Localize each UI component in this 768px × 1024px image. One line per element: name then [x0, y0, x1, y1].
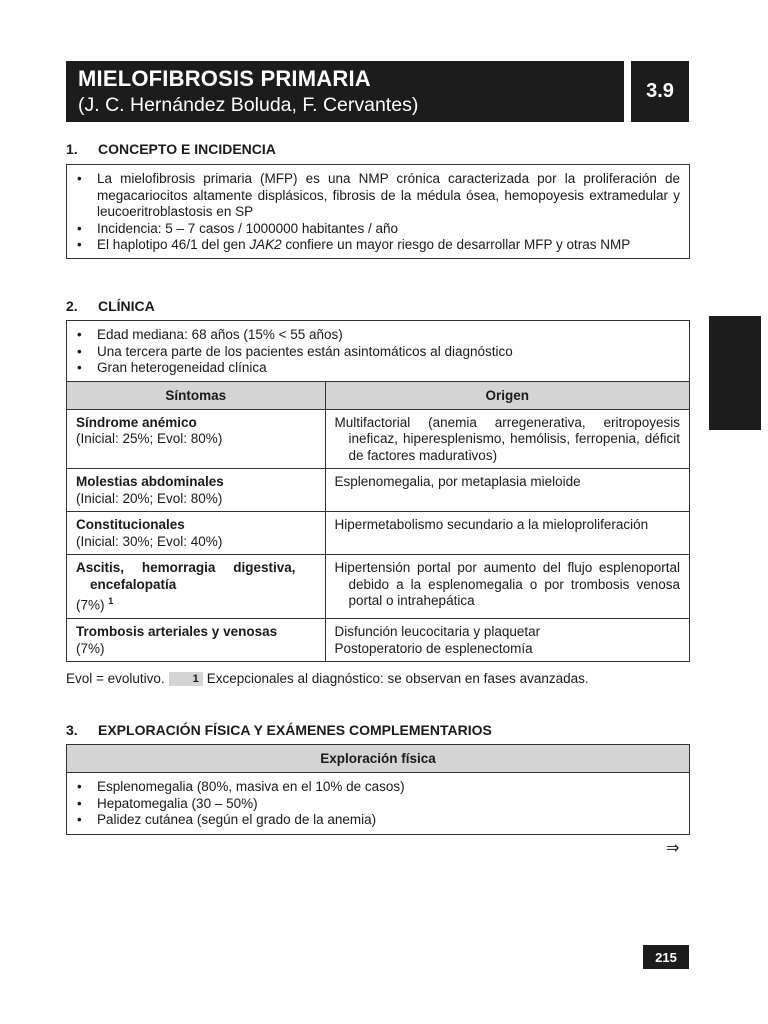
footnote-evol: Evol = evolutivo.	[66, 671, 165, 686]
concept-box	[66, 164, 690, 259]
list-item: • Hepatomegalia (30 – 50%)	[76, 796, 680, 813]
section-1-heading	[66, 141, 276, 157]
symptom-detail: (7%)	[76, 640, 105, 656]
origin-text: Hipertensión portal por aumento del flujo esplenoportal debido a la esplenomegalia o por trombosis venosa portal o intrahepática	[334, 560, 680, 608]
list-item: • Palidez cutánea (según el grado de la anemia)	[76, 812, 680, 829]
symptoms-table	[67, 381, 689, 662]
origin-text: Esplenomegalia, por metaplasia mieloide	[334, 474, 581, 489]
symptom-detail: (Inicial: 30%; Evol: 40%)	[76, 533, 223, 549]
section-2-heading	[66, 298, 155, 314]
section-3-number: 3.	[66, 722, 78, 738]
symptom-name: Constitucionales	[76, 517, 185, 532]
side-thumb-tab	[709, 316, 761, 430]
gene-name: JAK2	[249, 237, 282, 252]
chapter-authors: (J. C. Hernández Boluda, F. Cervantes)	[78, 94, 419, 116]
section-1-number: 1.	[66, 141, 78, 157]
footnote-text: Excepcionales al diagnóstico: se observan en fases avanzadas.	[206, 671, 589, 686]
page-number: 215	[643, 945, 689, 969]
table-header-row	[67, 381, 689, 409]
section-2-number: 2.	[66, 298, 78, 314]
section-2-title: CLÍNICA	[98, 298, 155, 314]
list-item: • Esplenomegalia (80%, masiva en el 10% de casos)	[76, 779, 680, 796]
table-footnote	[66, 671, 589, 686]
origin-text: Postoperatorio de esplenectomía	[334, 640, 533, 656]
list-item: • La mielofibrosis primaria (MFP) es una NMP crónica caracterizada por la proliferación de megacariocitos altamente displásicos, fibrosis de la médula ósea, hemopoyesis extramedular y leucoeritroblastosis en SP	[76, 171, 680, 221]
origin-text: Multifactorial (anemia arregenerativa, eritropoyesis ineficaz, hiperesplenismo, hemólisis, ferropenia, déficit de factores madurativos)	[334, 414, 680, 463]
list-item: • Incidencia: 5 – 7 casos / 1000000 habitantes / año	[76, 221, 680, 238]
table-row	[67, 469, 689, 512]
table-row	[67, 555, 689, 619]
list-item: • Una tercera parte de los pacientes están asintomáticos al diagnóstico	[76, 344, 680, 361]
clinical-box	[66, 320, 690, 662]
section-1-title: CONCEPTO E INCIDENCIA	[98, 141, 276, 157]
footnote-badge: 1	[169, 672, 203, 686]
symptom-detail: (7%) $^1$	[76, 596, 114, 613]
symptom-name: Trombosis arteriales y venosas	[76, 624, 278, 639]
list-item: • Gran heterogeneidad clínica	[76, 360, 680, 377]
origin-text: Disfunción leucocitaria y plaquetar	[334, 624, 541, 639]
symptom-detail: (Inicial: 25%; Evol: 80%)	[76, 431, 223, 446]
list-item: • El haplotipo 46/1 del gen JAK2 confiere un mayor riesgo de desarrollar MFP y otras NMP	[76, 237, 680, 254]
section-3-heading	[66, 722, 492, 738]
symptom-name: Síndrome anémico	[76, 414, 197, 430]
table-row	[67, 512, 689, 555]
chapter-header	[66, 61, 624, 122]
section-3-title: EXPLORACIÓN FÍSICA Y EXÁMENES COMPLEMENTARIOS	[98, 722, 492, 738]
symptom-name: Molestias abdominales	[76, 474, 224, 489]
exploration-box-title: Exploración física	[67, 745, 689, 773]
exploration-box	[66, 744, 690, 835]
footnote-ref: 1	[108, 596, 114, 606]
column-header-origin: Origen	[325, 381, 689, 409]
column-header-symptoms: Síntomas	[67, 381, 325, 409]
table-row	[67, 619, 689, 662]
symptom-name: Ascitis, hemorragia digestiva, encefalopatía	[76, 560, 296, 592]
table-row	[67, 409, 689, 469]
chapter-title: MIELOFIBROSIS PRIMARIA	[78, 66, 371, 91]
origin-text: Hipermetabolismo secundario a la mieloproliferación	[334, 517, 649, 532]
chapter-number: 3.9	[631, 61, 689, 122]
list-item: • Edad mediana: 68 años (15% < 55 años)	[76, 327, 680, 344]
continue-arrow-icon: ⇒	[666, 840, 680, 857]
symptom-detail: (Inicial: 20%; Evol: 80%)	[76, 490, 223, 506]
